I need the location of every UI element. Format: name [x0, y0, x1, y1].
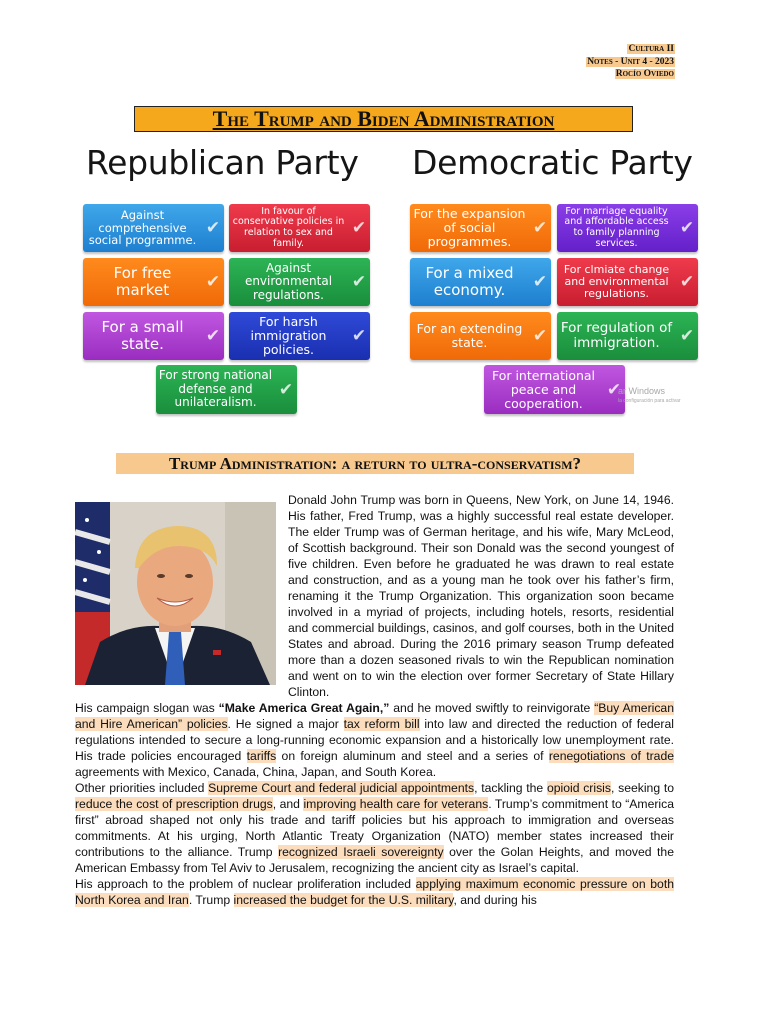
democratic-tile	[410, 258, 551, 306]
text-run: , and	[272, 797, 304, 811]
republican-tile	[229, 312, 370, 360]
democratic-tile	[484, 365, 625, 414]
bio-text: Donald John Trump was born in Queens, New York, on June 14, 1946. His father, Fred Trump, was a highly successful real estate developer. The elder Trump was of German heritage, and his wife, Mary McLeod, of Scottish background. Their son Donald was the second youngest of five children. Even before he graduated he was drawn to real estate and construction, and as a young man he took over his father’s firm, renaming it the Trump Organization. This organization soon became involved in a myriad of projects, including hotels, resorts, residential and commercial buildings, casinos, and golf courses, both in the United States and abroad. During the 2016 primary season Trump defeated more than a dozen seasoned rivals to win the Republican nomination and went on to win the election over former Secretary of State Hillary Clinton.	[288, 493, 674, 699]
text-run: into law and directed the reduction of federal regulations intended to secure a long-running economic expansion and a historically low unemployment rate. His trade policies encouraged	[75, 717, 674, 763]
header-info	[586, 43, 675, 81]
text-run: , and during his	[453, 893, 537, 907]
check-icon: ✔	[532, 326, 548, 346]
portrait-photo	[75, 502, 276, 685]
tile-label: For a mixed economy.	[425, 264, 514, 299]
watermark-subline: la configuración para activar	[618, 398, 681, 404]
democratic-heading: Democratic Party	[412, 143, 693, 182]
text-run: . Trump’s commitment to “America first” abroad shaped not only his trade and tariff policies but his approach to immigration and overseas commitments. At his urging, North Atlantic Treaty Organization (NATO) member states increased their contributions to the alliance. Trump	[75, 797, 675, 859]
highlight: “Buy American and Hire American” policies	[75, 701, 674, 731]
highlight: improving health care for veterans	[303, 797, 489, 811]
check-icon: ✔	[278, 379, 294, 400]
text-run: , tackling the	[474, 781, 547, 795]
tile-label: In favour of conservative policies in relation to sex and family.	[232, 205, 345, 249]
notes-label: Notes - Unit 4 - 2023	[587, 56, 674, 67]
bio-paragraph	[288, 492, 674, 700]
highlight: renegotiations of trade	[548, 749, 675, 763]
highlight: reduce the cost of prescription drugs	[75, 797, 273, 811]
republican-tile	[156, 365, 297, 414]
tile-label: For strong national defense and unilateralism.	[158, 368, 273, 410]
course-name: Cultura II	[628, 44, 674, 54]
text-run: His approach to the problem of nuclear proliferation included	[75, 877, 416, 891]
republican-tile	[83, 258, 224, 306]
republican-tile	[83, 204, 224, 252]
democratic-tile	[410, 204, 551, 252]
republican-tile	[229, 258, 370, 306]
democratic-tile	[557, 204, 698, 252]
text-run: His campaign slogan was	[75, 701, 219, 715]
body-text	[75, 700, 674, 908]
check-icon: ✔	[532, 272, 548, 292]
text-run: Other priorities included	[75, 781, 209, 795]
check-icon: ✔	[606, 379, 622, 400]
text-run: , seeking to	[610, 781, 675, 795]
watermark-line: ar Windows	[618, 386, 666, 396]
text-run: agreements with Mexico, Canada, China, Japan, and South Korea.	[75, 765, 437, 779]
tile-label: For a small state.	[101, 318, 184, 353]
highlight: tax reform bill	[343, 717, 420, 731]
check-icon: ✔	[679, 326, 695, 346]
text-run: on foreign aluminum and steel and a series of	[276, 749, 549, 763]
tile-label: For clmiate change and environmental regulations.	[563, 262, 670, 301]
check-icon: ✔	[351, 326, 367, 346]
tile-label: For free market	[113, 264, 172, 299]
tile-label: For international peace and cooperation.	[491, 367, 596, 411]
highlight: applying maximum economic pressure on both North Korea and Iran	[75, 877, 674, 907]
check-icon: ✔	[205, 218, 221, 238]
text-run: over the Golan Heights, and moved the American Embassy from Tel Aviv to Jerusalem, recognizing the ancient city as Israel’s capital.	[75, 845, 674, 875]
paragraph-campaign	[75, 700, 674, 780]
text-run: . Trump	[188, 893, 234, 907]
tile-label: Against environmental regulations.	[244, 260, 333, 302]
text-run: and he moved swiftly to reinvigorate	[389, 701, 595, 715]
democratic-tile	[410, 312, 551, 360]
check-icon: ✔	[679, 218, 695, 238]
bold-slogan: “Make America Great Again,”	[218, 701, 390, 715]
author-name: Rocío Oviedo	[615, 69, 674, 79]
check-icon: ✔	[351, 218, 367, 238]
check-icon: ✔	[205, 272, 221, 292]
check-icon: ✔	[679, 272, 695, 292]
republican-heading: Republican Party	[86, 143, 359, 182]
tile-label: For marriage equality and affordable access to family planning services.	[564, 205, 669, 249]
tile-label: For the expansion of social programmes.	[413, 206, 526, 249]
paragraph-nuclear	[75, 876, 674, 908]
highlight: opioid crisis	[546, 781, 611, 795]
tile-label: Against comprehensive social programme.	[88, 207, 197, 248]
tile-label: For an extending state.	[416, 321, 523, 350]
activation-watermark	[618, 386, 681, 406]
republican-tile	[83, 312, 224, 360]
highlight: recognized Israeli sovereignty	[278, 845, 444, 859]
paragraph-priorities	[75, 780, 674, 876]
text-run: . He signed a major	[227, 717, 344, 731]
section-title: Trump Administration: a return to ultra-conservatism?	[116, 453, 634, 474]
check-icon: ✔	[351, 272, 367, 292]
highlight: Supreme Court and federal judicial appointments	[208, 781, 475, 795]
tile-label: For harsh immigration policies.	[250, 314, 327, 357]
highlight: tariffs	[246, 749, 277, 763]
check-icon: ✔	[205, 326, 221, 346]
tile-label: For regulation of immigration.	[560, 319, 673, 351]
democratic-tile	[557, 312, 698, 360]
democratic-tile	[557, 258, 698, 306]
republican-tile	[229, 204, 370, 252]
page-title: The Trump and Biden Administration	[134, 106, 633, 132]
highlight: increased the budget for the U.S. military	[233, 893, 454, 907]
check-icon: ✔	[532, 218, 548, 238]
